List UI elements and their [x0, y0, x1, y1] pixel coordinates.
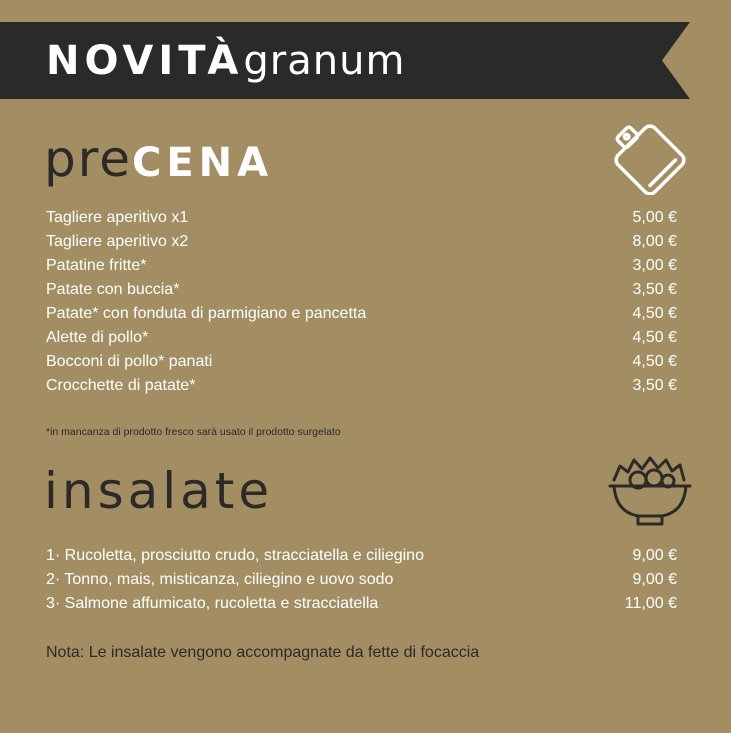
menu-item	[46, 350, 677, 374]
menu-item	[46, 374, 677, 398]
item-price: 9,00 €	[632, 571, 677, 588]
precena-list	[46, 206, 677, 398]
footnote: *in mancanza di prodotto fresco sarà usato il prodotto surgelato	[46, 426, 341, 438]
item-price: 11,00 €	[624, 595, 677, 612]
item-name: Patate* con fonduta di parmigiano e pancetta	[46, 305, 367, 322]
salad-bowl-icon	[604, 452, 696, 532]
item-price: 3,50 €	[632, 377, 677, 394]
menu-item	[46, 278, 677, 302]
item-name: Tagliere aperitivo x2	[46, 233, 189, 250]
insalate-note: Nota: Le insalate vengono accompagnate da fette di focaccia	[46, 644, 480, 661]
item-price: 5,00 €	[632, 209, 677, 226]
menu-item	[46, 206, 677, 230]
item-name: 3· Salmone affumicato, rucoletta e stracciatella	[46, 595, 379, 612]
item-name: Crocchette di patate*	[46, 377, 196, 394]
precena-title-bold: CENA	[131, 140, 274, 186]
menu-item	[46, 568, 677, 592]
page-title	[46, 36, 405, 86]
item-name: Alette di pollo*	[46, 329, 149, 346]
item-name: Tagliere aperitivo x1	[46, 209, 189, 226]
menu-item	[46, 230, 677, 254]
item-name: Patatine fritte*	[46, 257, 147, 274]
item-price: 9,00 €	[632, 547, 677, 564]
item-name: 1· Rucoletta, prosciutto crudo, stracciatella e ciliegino	[46, 547, 424, 564]
precena-title-light: pre	[44, 130, 132, 188]
item-price: 4,50 €	[632, 305, 677, 322]
menu-item	[46, 592, 677, 616]
menu-item	[46, 302, 677, 326]
menu-item	[46, 326, 677, 350]
item-price: 4,50 €	[632, 353, 677, 370]
insalate-title: insalate	[44, 462, 274, 520]
item-name: 2· Tonno, mais, misticanza, ciliegino e uovo sodo	[46, 571, 394, 588]
insalate-list	[46, 544, 677, 616]
menu-item	[46, 254, 677, 278]
item-price: 8,00 €	[632, 233, 677, 250]
item-price: 4,50 €	[632, 329, 677, 346]
cutting-board-icon	[610, 115, 696, 195]
item-price: 3,50 €	[632, 281, 677, 298]
title-light: granum	[243, 38, 406, 84]
item-name: Patate con buccia*	[46, 281, 180, 298]
item-price: 3,00 €	[632, 257, 677, 274]
precena-title	[44, 130, 273, 188]
title-bold: NOVITÀ	[46, 38, 244, 84]
menu-item	[46, 544, 677, 568]
item-name: Bocconi di pollo* panati	[46, 353, 213, 370]
